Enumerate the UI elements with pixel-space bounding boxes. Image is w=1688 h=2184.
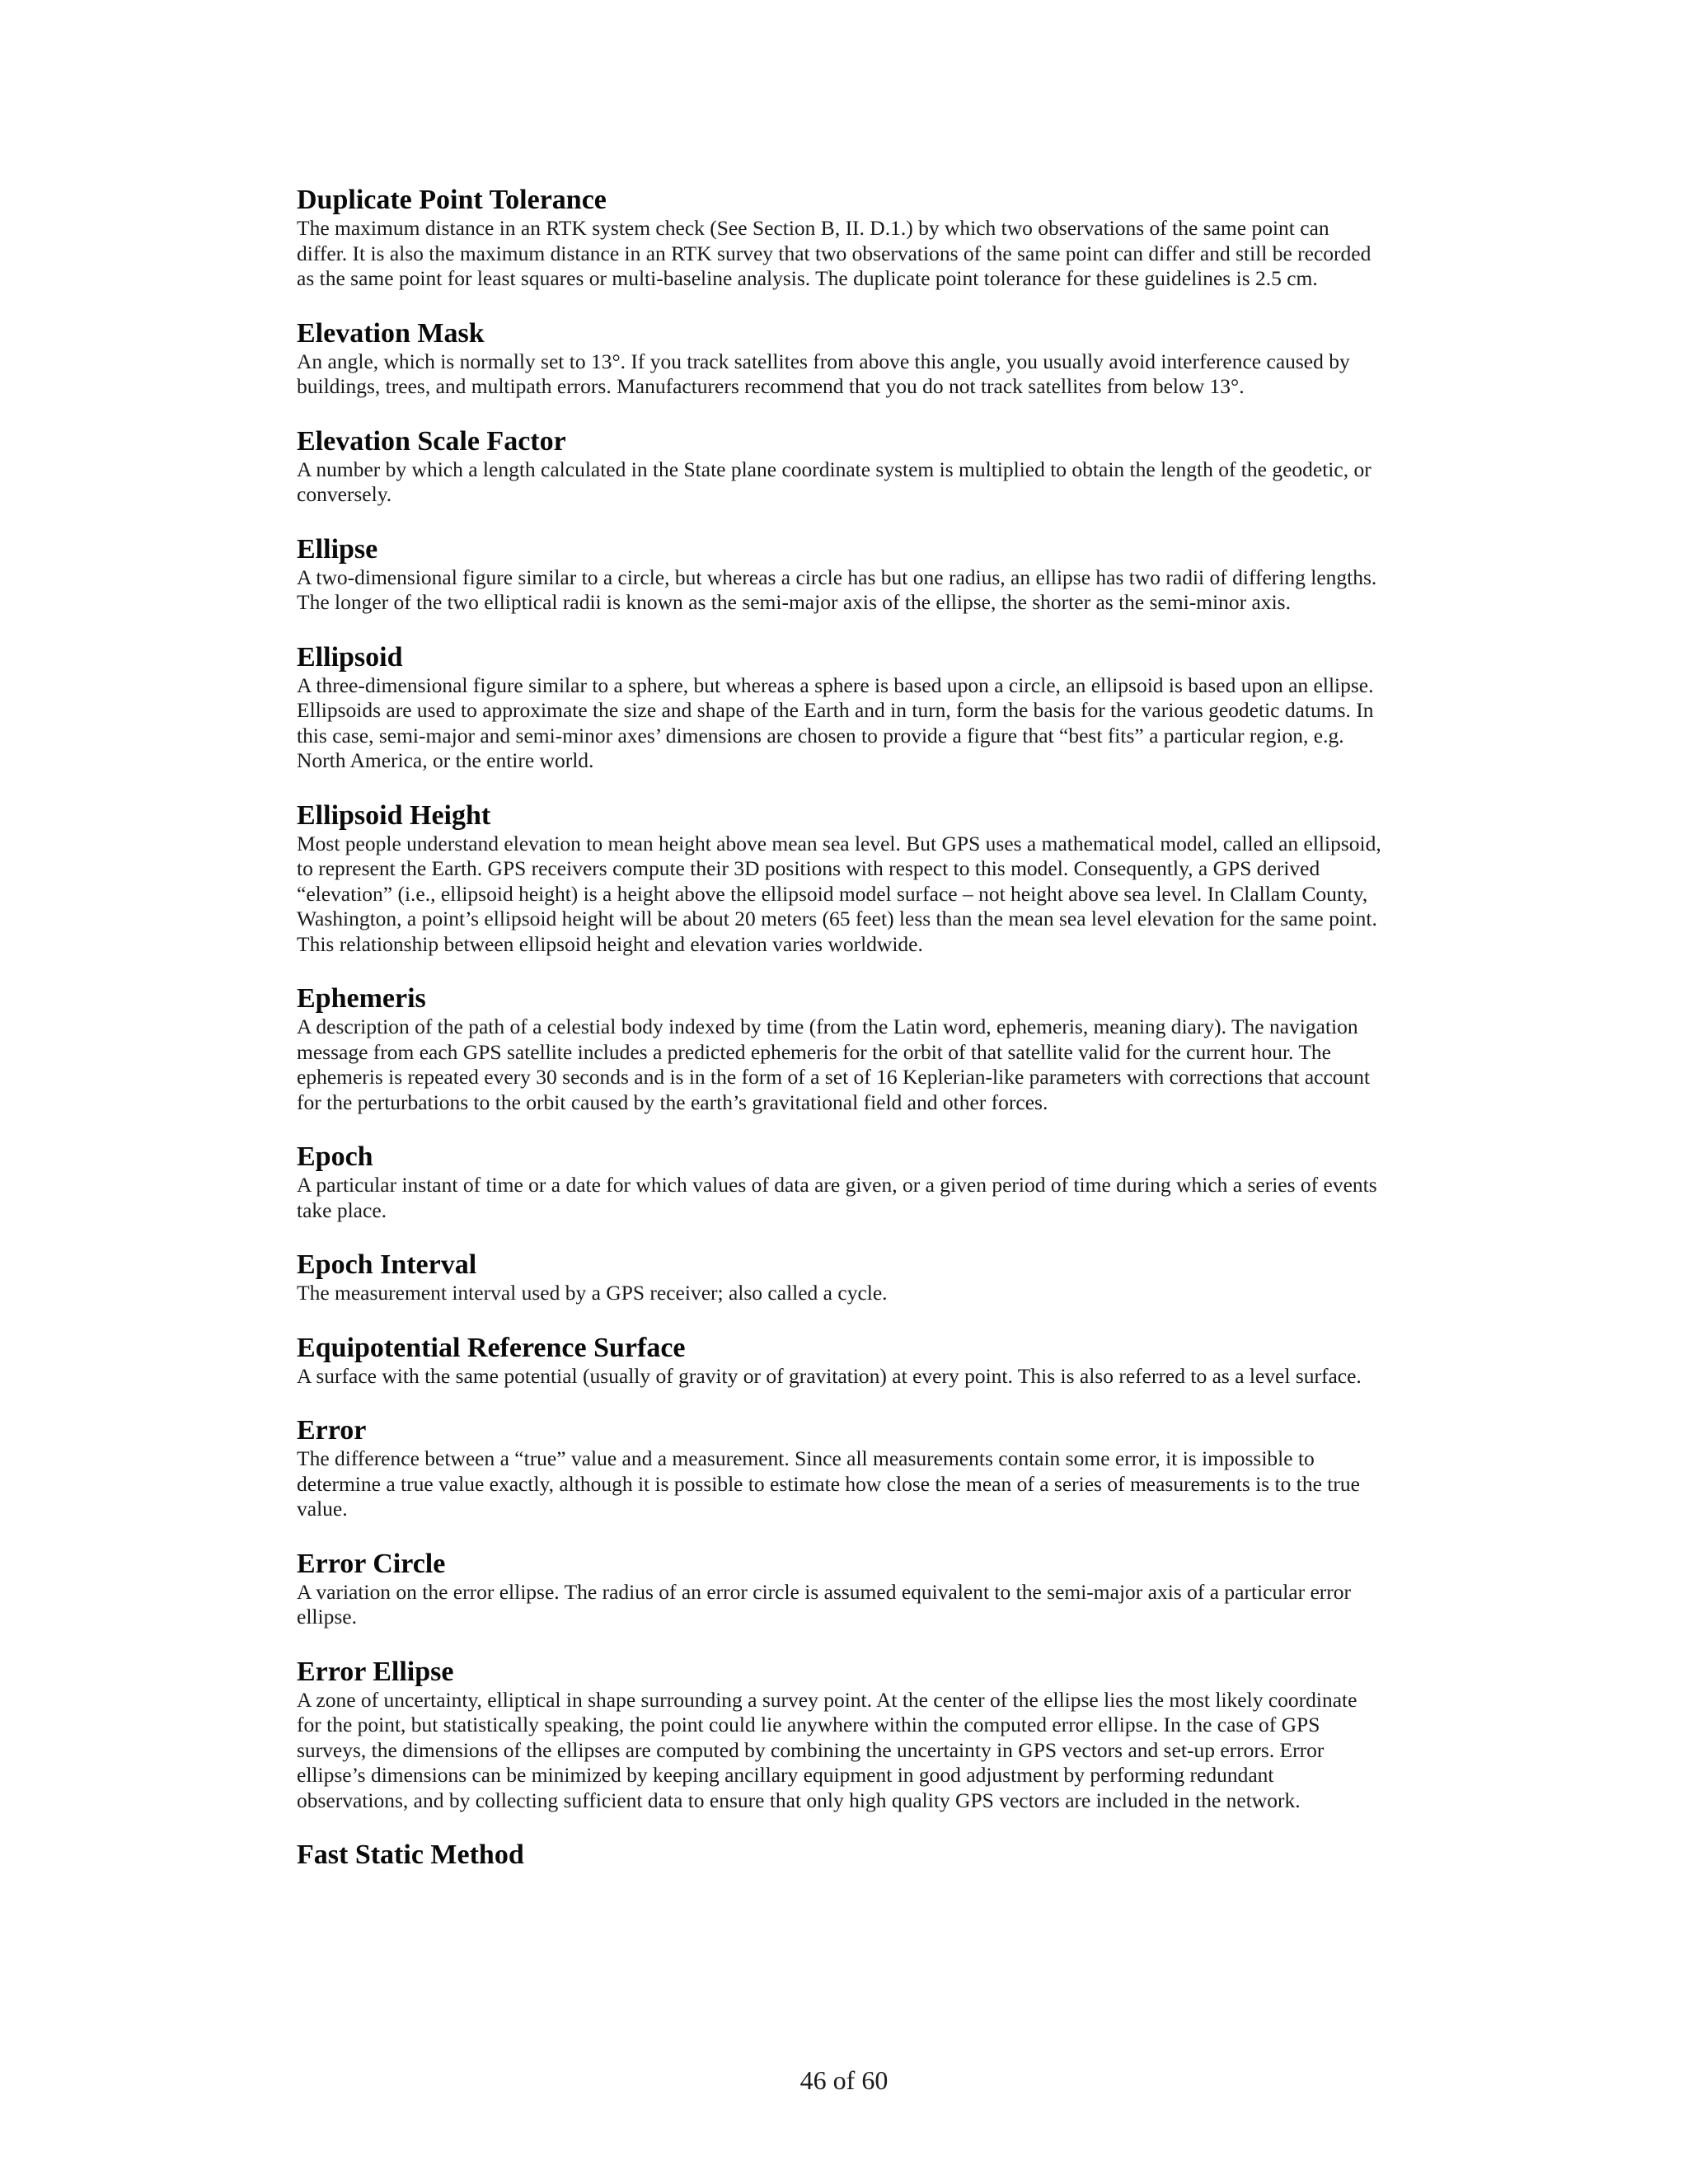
entry-definition: A number by which a length calculated in the State plane coordinate system is multiplied to obtain the length of the geodetic, or conversely. xyxy=(297,457,1372,506)
entry-error-circle xyxy=(297,1549,1385,1630)
entry-term: Epoch Interval xyxy=(297,1249,477,1280)
entry-epoch-interval xyxy=(297,1249,1385,1306)
entry-definition: The maximum distance in an RTK system check (See Section B, II. D.1.) by which two observations of the same point can differ. It is also the maximum distance in an RTK survey that two observations of the same point can differ and still be recorded as the same point for least squares or multi-baseline analysis. The duplicate point tolerance for these guidelines is 2.5 cm. xyxy=(297,216,1372,290)
entry-term: Ellipse xyxy=(297,533,378,565)
entry-term: Error Ellipse xyxy=(297,1656,454,1687)
entry-ephemeris xyxy=(297,983,1385,1115)
entry-duplicate-point-tolerance xyxy=(297,185,1385,292)
entry-epoch xyxy=(297,1141,1385,1223)
entry-error-ellipse xyxy=(297,1657,1385,1814)
entry-term: Error xyxy=(297,1415,367,1446)
entry-equipotential-reference-surface xyxy=(297,1333,1385,1390)
entry-definition: A zone of uncertainty, elliptical in shape surrounding a survey point. At the center of the ellipse lies the most likely coordinate for the point, but statistically speaking, the point could lie anywhere within the computed error ellipse. In the case of GPS surveys, the dimensions of the ellipses are computed by combining the uncertainty in GPS vectors and set-up errors. Error ellipse’s dimensions can be minimized by keeping ancillary equipment in good adjustment by performing redundant observations, and by collecting sufficient data to ensure that only high quality GPS vectors are included in the network. xyxy=(297,1687,1357,1812)
entry-term: Equipotential Reference Surface xyxy=(297,1332,686,1363)
entry-term: Elevation Scale Factor xyxy=(297,425,566,457)
entry-definition: A description of the path of a celestial body indexed by time (from the Latin word, ephemeris, meaning diary). The navigation message from each GPS satellite includes a predicted ephemeris for the orbit of that satellite valid for the current hour. The ephemeris is repeated every 30 seconds and is in the form of a set of 16 Keplerian-like parameters with corrections that account for the perturbations to the orbit caused by the earth’s gravitational field and other forces. xyxy=(297,1015,1371,1114)
entry-definition: A two-dimensional figure similar to a circle, but whereas a circle has but one radius, an ellipse has two radii of differing lengths. The longer of the two elliptical radii is known as the semi-major axis of the ellipse, the shorter as the semi-minor axis. xyxy=(297,565,1377,614)
entry-definition: Most people understand elevation to mean height above mean sea level. But GPS uses a mathematical model, called an ellipsoid, to represent the Earth. GPS receivers compute their 3D positions with respect to this model. Consequently, a GPS derived “elevation” (i.e., ellipsoid height) is a height above the ellipsoid model surface – not height above sea level. In Clallam County, Washington, a point’s ellipsoid height will be about 20 meters (65 feet) less than the mean sea level elevation for the same point. This relationship between ellipsoid height and elevation varies worldwide. xyxy=(297,831,1381,956)
entry-term: Ellipsoid Height xyxy=(297,799,491,831)
entry-elevation-scale-factor xyxy=(297,426,1385,508)
entry-term: Fast Static Method xyxy=(297,1840,524,1870)
entry-ellipsoid-height xyxy=(297,800,1385,958)
entry-definition: A particular instant of time or a date for which values of data are given, or a given period of time during which a series of events take place. xyxy=(297,1173,1377,1222)
page-number: 46 of 60 xyxy=(799,2065,889,2095)
entry-term: Duplicate Point Tolerance xyxy=(297,185,607,215)
entry-fast-static-method xyxy=(297,1840,1385,1871)
entry-definition: A three-dimensional figure similar to a sphere, but whereas a sphere is based upon a circle, an ellipsoid is based upon an ellipse. Ellipsoids are used to approximate the size and shape of the Earth and in turn, form the basis for the various geodetic datums. In this case, semi-major and semi-minor axes’ dimensions are chosen to provide a figure that “best fits” a particular region, e.g. North America, or the entire world. xyxy=(297,673,1374,772)
entry-definition: An angle, which is normally set to 13°. If you track satellites from above this angle, you usually avoid interference caused by buildings, trees, and multipath errors. Manufacturers recommend that you do not track satellites from below 13°. xyxy=(297,349,1350,398)
entry-definition: The difference between a “true” value and a measurement. Since all measurements contain some error, it is impossible to determine a true value exactly, although it is possible to estimate how close the mean of a series of measurements is to the true value. xyxy=(297,1446,1360,1521)
entry-term: Error Circle xyxy=(297,1548,446,1579)
entry-error xyxy=(297,1415,1385,1522)
entry-definition: A variation on the error ellipse. The radius of an error circle is assumed equivalent to the semi-major axis of a particular error ellipse. xyxy=(297,1579,1352,1629)
entry-definition: The measurement interval used by a GPS receiver; also called a cycle. xyxy=(297,1281,888,1305)
entry-ellipsoid xyxy=(297,642,1385,774)
entry-ellipse xyxy=(297,534,1385,616)
entry-term: Epoch xyxy=(297,1141,373,1172)
entry-elevation-mask xyxy=(297,318,1385,400)
entry-term: Ephemeris xyxy=(297,983,426,1014)
glossary-page xyxy=(297,185,1385,1897)
entry-definition: A surface with the same potential (usually of gravity or of gravitation) at every point. This is also referred to as a level surface. xyxy=(297,1363,1362,1388)
entry-term: Ellipsoid xyxy=(297,641,403,673)
entry-term: Elevation Mask xyxy=(297,317,485,349)
